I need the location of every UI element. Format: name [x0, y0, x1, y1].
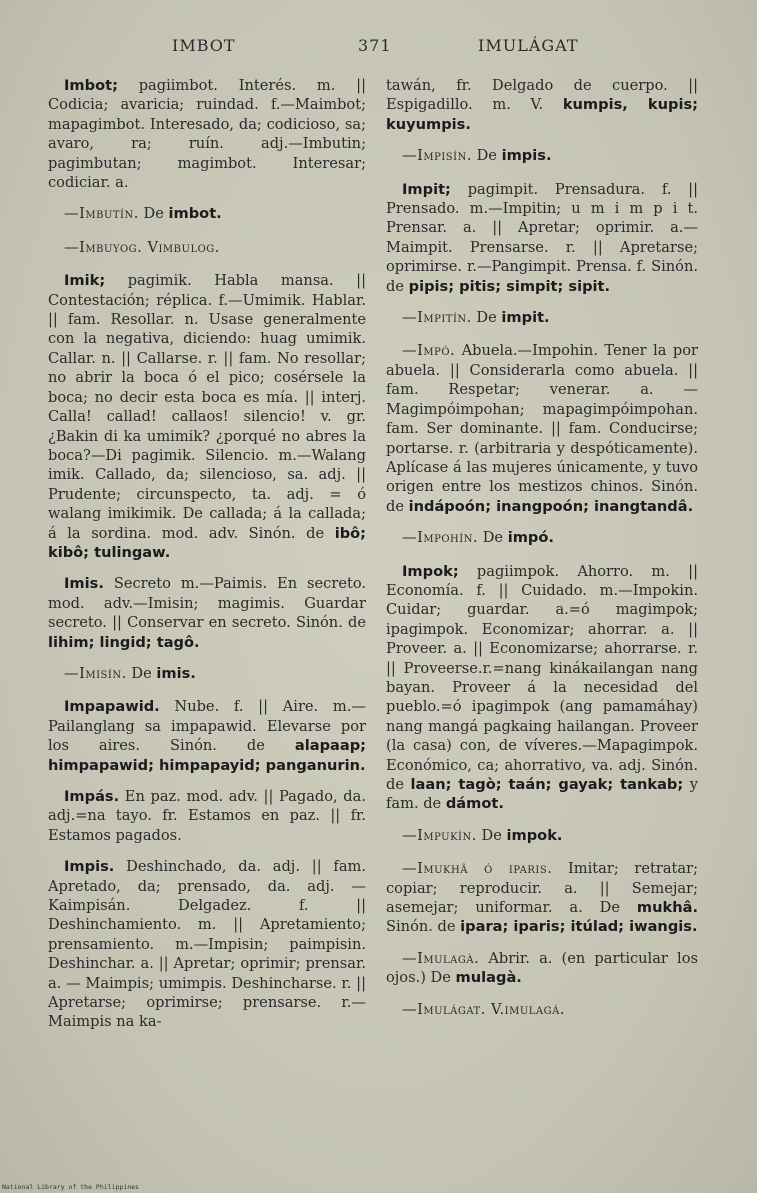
synonym-list: pipis; pitis; simpit; sipit.: [408, 277, 611, 295]
dictionary-entry: [386, 949, 698, 988]
synonym-list-2: ipara; iparis; itúlad; iwangis.: [460, 918, 698, 936]
definition-text: Abrir. a. (en particular los ojos.) De: [386, 949, 698, 987]
headword: Impit;: [402, 180, 451, 198]
dictionary-entry: [48, 857, 366, 1032]
ref-connector: De: [478, 529, 508, 547]
definition-text: Secreto m.—Paimis. En secreto. mod. adv.—Imisin; magimis. Guardar secreto. || Conservar en secreto. Sinón. de: [48, 575, 366, 632]
headword: —Impó.: [402, 342, 456, 360]
ref-target: imbot.: [168, 205, 222, 223]
headword: —Imulagà.: [402, 949, 480, 967]
headword: —Imukhâ ó iparis.: [402, 860, 553, 878]
synonym-list: alapaap; himpapawid; himpapayid; panganurin.: [48, 737, 366, 774]
headword: Imbot;: [64, 77, 118, 94]
headword: Impapawid.: [64, 698, 160, 716]
ref-target: impó.: [507, 529, 554, 547]
definition-text: Deshinchado, da. adj. || fam. Apretado, da; prensado, da. adj. —Kaimpisán. Delgadez. f. || Deshinchamiento. m. || Apretamiento; prensamiento. m.—Impisin; paimpisin. Deshinchar. a. || Apretar; oprimir; prensar. a. — Maimpis; umimpis. Deshincharse. r. || Apretarse; oprimirse; prensarse. r.—Maimpis na ka-: [48, 858, 366, 1031]
page-number: 371: [358, 36, 392, 55]
ref-lead: —Impukín.: [402, 826, 477, 844]
synonym-list: mulagà.: [455, 969, 522, 987]
header-right-guideword: IMULÁGAT: [478, 36, 579, 55]
dictionary-entry: [386, 562, 698, 814]
ref-connector: De: [126, 664, 157, 682]
ref-lead: —Imbuyog. V: [64, 238, 159, 256]
definition-tail: y fam. de: [386, 776, 699, 813]
ref-lead: —Impitín.: [402, 309, 472, 327]
right-column: [386, 76, 698, 1033]
synonym-list: indápoón; inangpoón; inangtandâ.: [408, 497, 694, 515]
definition-text: Abuela.—Impohin. Tener la por abuela. || Considerarla como abuela. || fam. Respetar; venerar. a. —Magimpóimpohan; mapagimpóimpohan. fam. Ser dominante. || fam. Conducirse; portarse. r. (arbitraria y despóticamente). Aplícase á las mujeres únicamente, y tuvo origen entre los mestizos chinos. Sinón. de: [386, 342, 698, 515]
ref-target: imis.: [156, 664, 196, 682]
synonym-list: lihim; lingid; tagô.: [48, 633, 200, 651]
definition-text: Imitar; retratar; copiar; reproducir. a. || Semejar; asemejar; uniformar. a. De: [386, 860, 698, 917]
definition-text: pagimik. Habla mansa. || Contestación; réplica. f.—Umimik. Hablar. || fam. Resollar. n. Usase generalmente con la negativa, diciendo: huag umimik. Callar. n. || Callarse. r. || fam. No resollar; no abrir la boca ó el pico; cosérsele la boca; no decir esta boca es mía. || interj. Calla! callad! callaos! silencio! v. gr. ¿Bakin di ka umimik? ¿porqué no abres la boca?—Di pagimik. Silencio. m.—Walang imik. Callado, da; silencioso, sa. adj. || Prudente; circunspecto, ta. adj. = ó walang imikimik. De callada; á la callada; á la sordina. mod. adv. Sinón. de: [48, 272, 366, 542]
synonym-list-2: dámot.: [445, 795, 504, 813]
ref-target: impok.: [506, 826, 563, 844]
ref-lead: —Impohín.: [402, 529, 479, 547]
ref-lead: —Impisín.: [402, 147, 472, 165]
dictionary-entry: [386, 859, 698, 937]
cross-reference-entry: [386, 826, 698, 845]
ref-connector: De: [476, 826, 507, 844]
cross-reference-entry: [386, 146, 698, 165]
headword: Imis.: [64, 575, 104, 593]
cross-reference-entry: [386, 528, 698, 547]
cross-reference-entry: [386, 1000, 698, 1019]
headword: Impis.: [64, 858, 115, 876]
dictionary-entry: [386, 76, 698, 134]
definition-text: pagiimbot. Interés. m. || Codicia; avaricia; ruindad. f.—Maimbot; mapagimbot. Interesado, da; codicioso, sa; avaro, ra; ruín. adj.—Imbutin; pagimbutan; magimbot. Interesar; codiciar. a.: [48, 77, 366, 192]
ref-connector: De: [471, 309, 502, 327]
ref-target: imbulog.: [158, 238, 220, 256]
library-footer: National Library of the Philippines: [2, 1183, 139, 1191]
definition-text: tawán, fr. Delgado de cuerpo. || Espigadillo. m. V.: [386, 77, 698, 114]
synonym-list: kumpis, kupis; kuyumpis.: [386, 96, 698, 133]
dictionary-entry: [386, 341, 698, 516]
headword: Imik;: [64, 272, 106, 290]
synonym-list: laan; tagò; taán; gayak; tankab;: [410, 776, 684, 793]
ref-target: impis.: [501, 147, 552, 165]
dictionary-entry: [48, 76, 366, 192]
ref-connector: De: [471, 147, 502, 165]
synonym-list: mukhâ.: [636, 899, 698, 917]
dictionary-entry: [386, 180, 698, 296]
headword: Impás.: [64, 788, 120, 805]
cross-reference-entry: [48, 664, 366, 683]
ref-connector: De: [138, 205, 169, 223]
headword: Impok;: [402, 562, 459, 580]
dictionary-entry: [48, 271, 366, 562]
dictionary-entry: [48, 574, 366, 652]
definition-text: Nube. f. || Aire. m.—Pailanglang sa impapawid. Elevarse por los aires. Sinón. de: [48, 698, 366, 755]
running-head: [0, 36, 757, 58]
ref-lead: —Imisín.: [64, 664, 127, 682]
ref-target: imulagá.: [504, 1000, 565, 1018]
cross-reference-entry: [386, 308, 698, 327]
definition-text: pagiimpok. Ahorro. m. || Economía. f. || Cuidado. m.—Impokin. Cuidar; guardar. a.=ó magimpok; ipagimpok. Economizar; ahorrar. a. || Proveer. a. || Economizarse; ahorrarse. r. || Proveerse.r.=nang kinákailangan nang bayan. Proveer á la necesidad del pueblo.=ó ipagimpok (ang pamamáhay) nang mangá pagkaing hailangan. Proveer (la casa) con, de víveres.—Mapagimpok. Económico, ca; ahorrativo, va. adj. Sinón. de: [386, 562, 698, 793]
cross-reference-entry: [48, 204, 366, 223]
synonym-list: ibô; kibô; tulingaw.: [48, 524, 366, 561]
left-column: [48, 76, 366, 1044]
cross-reference-entry: [48, 238, 366, 257]
ref-lead: —Imulágat. V.: [402, 1000, 505, 1018]
ref-target: impit.: [501, 309, 550, 327]
definition-text: En paz. mod. adv. || Pagado, da. adj.=na tayo. fr. Estamos en paz. || fr. Estamos pagados.: [48, 788, 366, 844]
definition-tail: Sinón. de: [386, 918, 461, 936]
dictionary-entry: [48, 697, 366, 775]
definition-text: pagimpit. Prensadura. f. || Prensado. m.—Impitin; u m i m p i t. Prensar. a. || Apretar; oprimir. a.—Maimpit. Prensarse. r. || Apretarse; oprimirse. r.—Pangimpit. Prensa. f. Sinón. de: [386, 180, 698, 295]
ref-lead: —Imbutín.: [64, 205, 139, 223]
dictionary-entry: [48, 787, 366, 845]
header-left-guideword: IMBOT: [172, 36, 236, 55]
